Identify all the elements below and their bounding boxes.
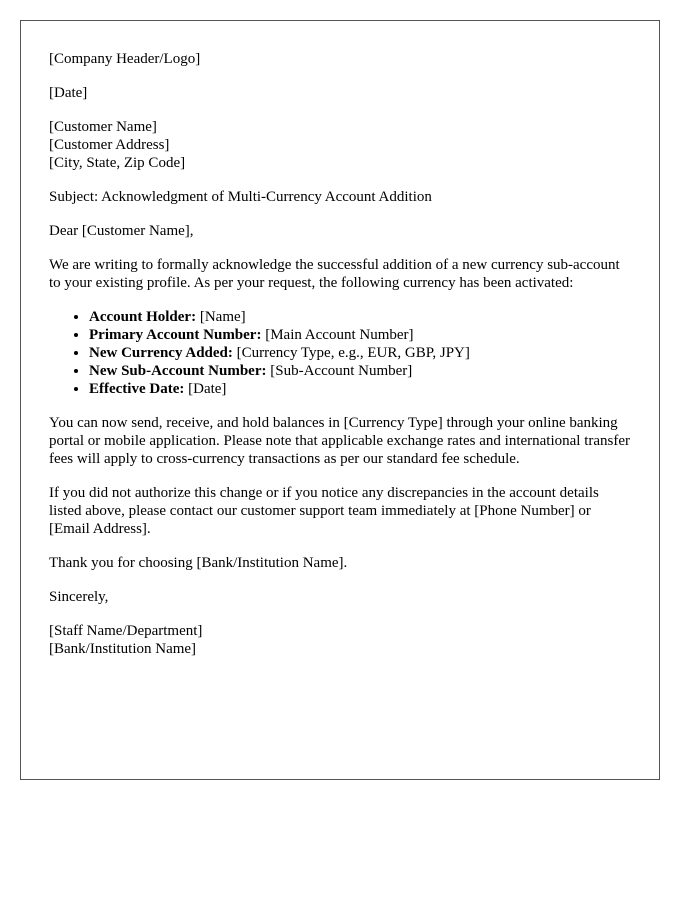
recipient-city: [City, State, Zip Code]	[49, 155, 186, 171]
detail-label: Effective Date:	[89, 381, 185, 397]
intro-paragraph: We are writing to formally acknowledge the successful addition of a new currency sub-account to your existing profile. As per your request, the following currency has been activated:	[49, 257, 620, 291]
body-paragraph-usage: You can now send, receive, and hold balances in [Currency Type] through your online banking portal or mobile application. Please note that applicable exchange rates and international transfer fees will apply to cross-currency transactions as per our standard fee schedule.	[49, 415, 631, 467]
signature-institution: [Bank/Institution Name]	[49, 641, 197, 657]
salutation: Dear [Customer Name],	[49, 223, 194, 239]
detail-value: [Currency Type, e.g., EUR, GBP, JPY]	[232, 345, 470, 361]
detail-label: Primary Account Number:	[89, 327, 262, 343]
detail-value: [Name]	[196, 309, 246, 325]
detail-value: [Main Account Number]	[261, 327, 414, 343]
list-item	[89, 326, 631, 344]
detail-value: [Date]	[184, 381, 227, 397]
thank-you-line: Thank you for choosing [Bank/Institution Name].	[49, 555, 348, 571]
list-item	[89, 308, 631, 326]
closing: Sincerely,	[49, 589, 109, 605]
letter-page	[20, 20, 660, 780]
signature-block	[49, 622, 631, 658]
list-item	[89, 380, 631, 398]
company-header: [Company Header/Logo]	[49, 51, 201, 67]
detail-label: Account Holder:	[89, 309, 197, 325]
subject-line: Subject: Acknowledgment of Multi-Currency Account Addition	[49, 189, 432, 205]
letter-date: [Date]	[49, 85, 88, 101]
account-details-list	[49, 308, 631, 398]
recipient-address: [Customer Address]	[49, 137, 170, 153]
body-paragraph-support: If you did not authorize this change or if you notice any discrepancies in the account details listed above, please contact our customer support team immediately at [Phone Number] or [Email Address].	[49, 485, 599, 537]
detail-label: New Sub-Account Number:	[89, 363, 267, 379]
recipient-name: [Customer Name]	[49, 119, 157, 135]
list-item	[89, 344, 631, 362]
detail-value: [Sub-Account Number]	[266, 363, 413, 379]
list-item	[89, 362, 631, 380]
detail-label: New Currency Added:	[89, 345, 233, 361]
recipient-block	[49, 118, 631, 172]
signature-staff: [Staff Name/Department]	[49, 623, 203, 639]
